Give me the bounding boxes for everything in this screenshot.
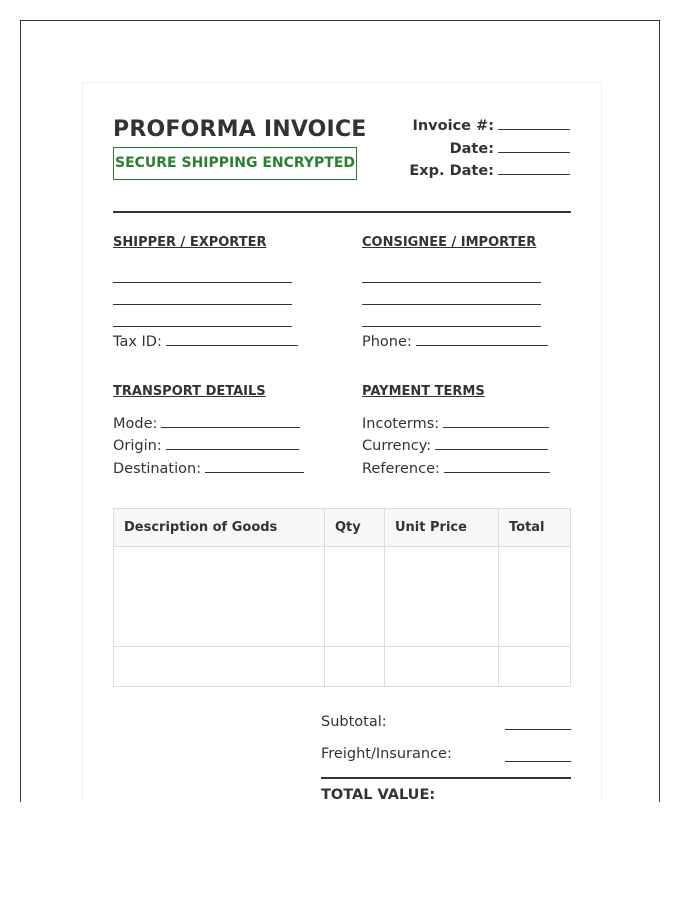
- subtotal-label: Subtotal:: [321, 714, 387, 730]
- column-header-total: Total: [499, 509, 571, 547]
- invoice-exp-date-field[interactable]: [498, 160, 570, 175]
- total-cell[interactable]: [499, 647, 571, 687]
- total-cell[interactable]: [499, 547, 571, 647]
- transport-destination-label: Destination:: [113, 461, 202, 477]
- goods-table-header-row: [114, 509, 571, 547]
- consignee-line-3[interactable]: [362, 326, 541, 327]
- invoice-date-field[interactable]: [498, 138, 570, 153]
- payment-currency-label: Currency:: [362, 438, 432, 454]
- subtotal-field[interactable]: [505, 729, 571, 730]
- document-frame: [20, 20, 660, 802]
- payment-currency-row: [362, 435, 548, 458]
- transport-mode-label: Mode:: [113, 416, 158, 432]
- shipper-tax-id-row: [113, 331, 298, 354]
- table-row: [114, 547, 571, 647]
- shipper-line-2[interactable]: [113, 304, 292, 305]
- transport-origin-label: Origin:: [113, 438, 162, 454]
- payment-incoterms-field[interactable]: [443, 414, 549, 428]
- shipper-tax-id-field[interactable]: [166, 332, 298, 346]
- description-cell[interactable]: [114, 547, 325, 647]
- subtotal-row: [321, 714, 571, 736]
- column-header-description: Description of Goods: [114, 509, 325, 547]
- freight-row: [321, 746, 571, 768]
- total-value-label: TOTAL VALUE:: [321, 787, 436, 802]
- column-header-unit-price: Unit Price: [385, 509, 499, 547]
- shipper-line-3[interactable]: [113, 326, 292, 327]
- invoice-date-row: [409, 138, 570, 161]
- invoice-date-label: Date:: [449, 140, 494, 157]
- freight-field[interactable]: [505, 761, 571, 762]
- consignee-line-1[interactable]: [362, 282, 541, 283]
- description-cell[interactable]: [114, 647, 325, 687]
- payment-incoterms-row: [362, 413, 549, 436]
- transport-mode-field[interactable]: [161, 414, 300, 428]
- freight-label: Freight/Insurance:: [321, 746, 452, 762]
- transport-destination-field[interactable]: [205, 459, 304, 473]
- payment-reference-label: Reference:: [362, 461, 440, 477]
- invoice-meta: [409, 115, 570, 183]
- payment-reference-row: [362, 458, 550, 481]
- transport-mode-row: [113, 413, 300, 436]
- invoice-number-field[interactable]: [498, 115, 570, 130]
- payment-reference-field[interactable]: [444, 459, 550, 473]
- payment-currency-field[interactable]: [435, 436, 548, 450]
- shipper-heading: SHIPPER / EXPORTER: [113, 235, 267, 250]
- consignee-phone-field[interactable]: [416, 332, 548, 346]
- column-header-qty: Qty: [325, 509, 385, 547]
- goods-table: [113, 508, 571, 687]
- qty-cell[interactable]: [325, 647, 385, 687]
- qty-cell[interactable]: [325, 547, 385, 647]
- shipper-line-1[interactable]: [113, 282, 292, 283]
- invoice-page: [82, 82, 602, 802]
- unit-price-cell[interactable]: [385, 547, 499, 647]
- consignee-phone-label: Phone:: [362, 334, 412, 350]
- secure-shipping-badge: SECURE SHIPPING ENCRYPTED: [113, 147, 357, 180]
- invoice-exp-date-row: [409, 160, 570, 183]
- total-divider: [321, 777, 571, 779]
- consignee-line-2[interactable]: [362, 304, 541, 305]
- payment-incoterms-label: Incoterms:: [362, 416, 440, 432]
- payment-heading: PAYMENT TERMS: [362, 384, 485, 399]
- invoice-number-row: [409, 115, 570, 138]
- invoice-exp-date-label: Exp. Date:: [409, 163, 494, 179]
- consignee-heading: CONSIGNEE / IMPORTER: [362, 235, 537, 250]
- consignee-phone-row: [362, 331, 548, 354]
- invoice-number-label: Invoice #:: [412, 118, 494, 134]
- transport-heading: TRANSPORT DETAILS: [113, 384, 266, 399]
- table-row: [114, 647, 571, 687]
- transport-destination-row: [113, 458, 304, 481]
- unit-price-cell[interactable]: [385, 647, 499, 687]
- transport-origin-row: [113, 435, 299, 458]
- shipper-tax-id-label: Tax ID:: [113, 334, 162, 350]
- header-divider: [113, 211, 571, 213]
- transport-origin-field[interactable]: [166, 436, 299, 450]
- invoice-title: PROFORMA INVOICE: [113, 117, 367, 142]
